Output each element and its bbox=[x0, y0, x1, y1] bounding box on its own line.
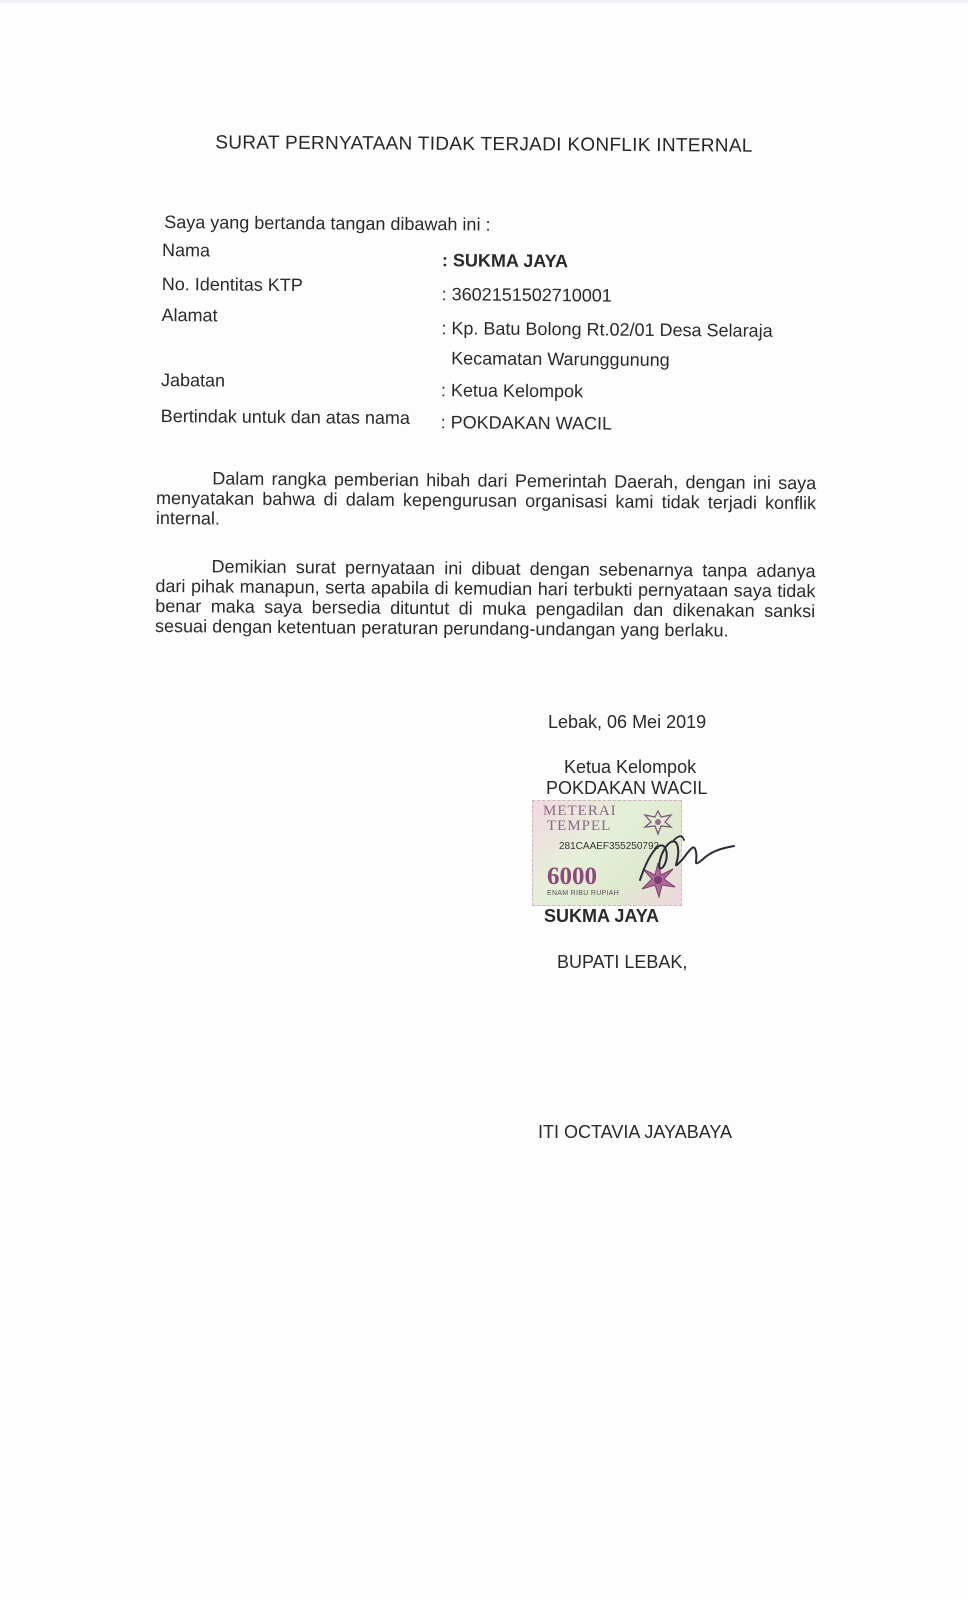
place-date: Lebak, 06 Mei 2019 bbox=[548, 712, 707, 732]
signer-name: SUKMA JAYA bbox=[544, 906, 660, 926]
value-atas-nama: : POKDAKAN WACIL bbox=[440, 412, 613, 434]
paragraph-1 bbox=[156, 468, 816, 533]
signer-organization: POKDAKAN WACIL bbox=[546, 778, 708, 798]
intro-text: Saya yang bertanda tangan dibawah ini : bbox=[164, 212, 491, 235]
approver-title: BUPATI LEBAK, bbox=[557, 952, 688, 972]
value-nama: : SUKMA JAYA bbox=[441, 250, 569, 272]
label-nama: Nama bbox=[161, 240, 211, 261]
paragraph-2 bbox=[155, 556, 816, 641]
paragraph-2-text: Demikian surat pernyataan ini dibuat dengan sebenarnya tanpa adanya dari pihak manapun, serta apabila di kemudian hari terbukti pernyataan saya tidak benar maka saya bersedia dituntut di muka pengadilan dan dikenakan sanksi sesuai dengan ketentuan peraturan perundang-undangan yang berlaku. bbox=[155, 556, 816, 641]
document-title: SURAT PERNYATAAN TIDAK TERJADI KONFLIK INTERNAL bbox=[215, 132, 753, 157]
scan-edge bbox=[0, 0, 968, 3]
paragraph-1-text: Dalam rangka pemberian hibah dari Pemerintah Daerah, dengan ini saya menyatakan bahwa di dalam kepengurusan organisasi kami tidak terjadi konflik internal. bbox=[155, 468, 817, 529]
value-jabatan: : Ketua Kelompok bbox=[440, 380, 584, 402]
stamp-serial: 281CAAEF355250792 bbox=[559, 841, 660, 852]
stamp-label-1: METERAI bbox=[543, 803, 617, 819]
handwritten-signature bbox=[630, 820, 740, 900]
label-atas-nama: Bertindak untuk dan atas nama bbox=[160, 406, 410, 428]
value-alamat-line2: Kecamatan Warunggunung bbox=[451, 348, 670, 371]
stamp-value-words: ENAM RIBU RUPIAH bbox=[547, 890, 620, 897]
value-ktp: : 3602151502710001 bbox=[441, 284, 612, 306]
label-jabatan: Jabatan bbox=[160, 370, 226, 391]
label-ktp: No. Identitas KTP bbox=[161, 274, 303, 296]
stamp-label-2: TEMPEL bbox=[547, 818, 612, 834]
stamp-value: 6000 bbox=[547, 863, 597, 890]
signer-position: Ketua Kelompok bbox=[564, 757, 697, 777]
approver-name: ITI OCTAVIA JAYABAYA bbox=[538, 1122, 733, 1142]
value-alamat-line1: : Kp. Batu Bolong Rt.02/01 Desa Selaraja bbox=[441, 318, 773, 341]
label-alamat: Alamat bbox=[161, 305, 218, 326]
